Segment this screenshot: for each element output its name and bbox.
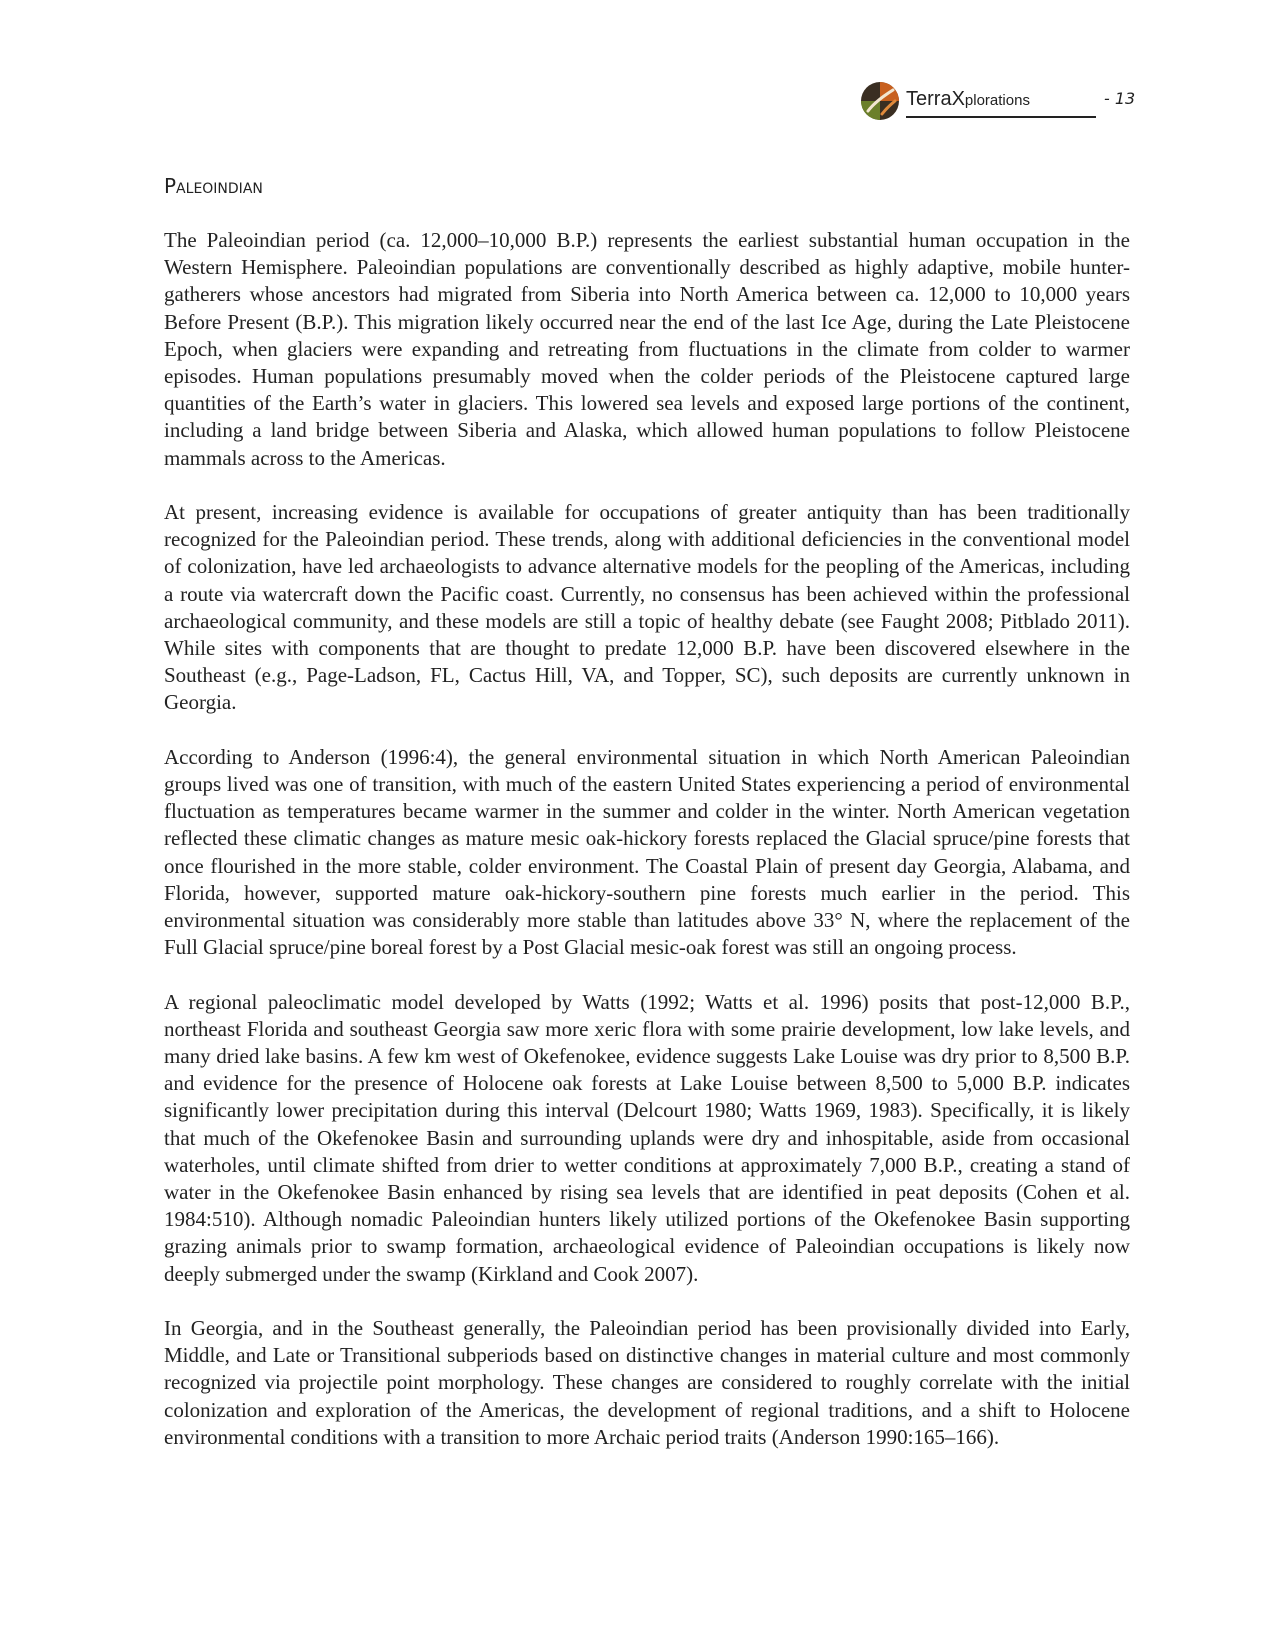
paragraph-4: A regional paleoclimatic model developed by Watts (1992; Watts et al. 1996) posits that post-12,000 B.P., northeast Florida and southeast Georgia saw more xeric flora with some prairie development, low lake levels, and many dried lake basins. A few km west of Okefenokee, evidence suggests Lake Louise was dry prior to 8,500 B.P. and evidence for the presence of Holocene oak forests at Lake Louise between 8,500 to 5,000 B.P. indicates significantly lower precipitation during this interval (Delcourt 1980; Watts 1969, 1983). Specifically, it is likely that much of the Okefenokee Basin and surrounding uplands were dry and inhospitable, aside from occasional waterholes, until climate shifted from drier to wetter conditions at approximately 7,000 B.P., creating a stand of water in the Okefenokee Basin enhanced by rising sea levels that are identified in peat deposits (Cohen et al. 1984:510). Although nomadic Paleoindian hunters likely utilized portions of the Okefenokee Basin supporting grazing animals prior to swamp formation, archaeological evidence of Paleoindian occupations is likely now deeply submerged under the swamp (Kirkland and Cook 2007). [164,989,1130,1286]
paragraph-3: According to Anderson (1996:4), the general environmental situation in which North American Paleoindian groups lived was one of transition, with much of the eastern United States experiencing a period of environmental fluctuation as temperatures became warmer in the summer and colder in the winter. North American vegetation reflected these climatic changes as mature mesic oak-hickory forests replaced the Glacial spruce/pine forests that once flourished in the more stable, colder environment. The Coastal Plain of present day Georgia, Alabama, and Florida, however, supported mature oak-hickory-southern pine forests much earlier in the period. This environmental situation was considerably more stable than latitudes above 33° N, where the replacement of the Full Glacial spruce/pine boreal forest by a Post Glacial mesic-oak forest was still an ongoing process. [164,744,1130,960]
section-heading: Paleoindian [164,174,263,198]
brand-name-rest: plorations [964,92,1030,109]
brand-name [906,88,1096,118]
paragraph-1: The Paleoindian period (ca. 12,000–10,000 B.P.) represents the earliest substantial human occupation in the Western Hemisphere. Paleoindian populations are conventionally described as highly adaptive, mobile hunter-gatherers whose ancestors had migrated from Siberia into North America between ca. 12,000 to 10,000 years Before Present (B.P.). This migration likely occurred near the end of the last Ice Age, during the Late Pleistocene Epoch, when glaciers were expanding and retreating from fluctuations in the climate from colder to warmer episodes. Human populations presumably moved when the colder periods of the Pleistocene captured large quantities of the Earth’s water in glaciers. This lowered sea levels and exposed large portions of the continent, including a land bridge between Siberia and Alaska, which allowed human populations to follow Pleistocene mammals across to the Americas. [164,228,1130,470]
paragraph-5: In Georgia, and in the Southeast generally, the Paleoindian period has been provisionally divided into Early, Middle, and Late or Transitional subperiods based on distinctive changes in material culture and most commonly recognized via projectile point morphology. These changes are considered to roughly correlate with the initial colonization and exploration of the Americas, the development of regional traditions, and a shift to Holocene environmental conditions with a transition to more Archaic period traits (Anderson 1990:165–166). [164,1316,1130,1449]
page-number: - 13 [1104,89,1136,108]
page-header [860,80,1140,120]
paragraph-2: At present, increasing evidence is available for occupations of greater antiquity than has been traditionally recognized for the Paleoindian period. These trends, along with additional deficiencies in the conventional model of colonization, have led archaeologists to advance alternative models for the peopling of the Americas, including a route via watercraft down the Pacific coast. Currently, no consensus has been achieved within the professional archaeological community, and these models are still a topic of healthy debate (see Faught 2008; Pitblado 2011). While sites with components that are thought to predate 12,000 B.P. have been discovered elsewhere in the Southeast (e.g., Page-Ladson, FL, Cactus Hill, VA, and Topper, SC), such deposits are currently unknown in Georgia. [164,500,1130,715]
terraxplorations-logo-icon [860,81,900,121]
document-body [164,172,1130,1478]
brand-name-main: TerraX [906,88,965,110]
